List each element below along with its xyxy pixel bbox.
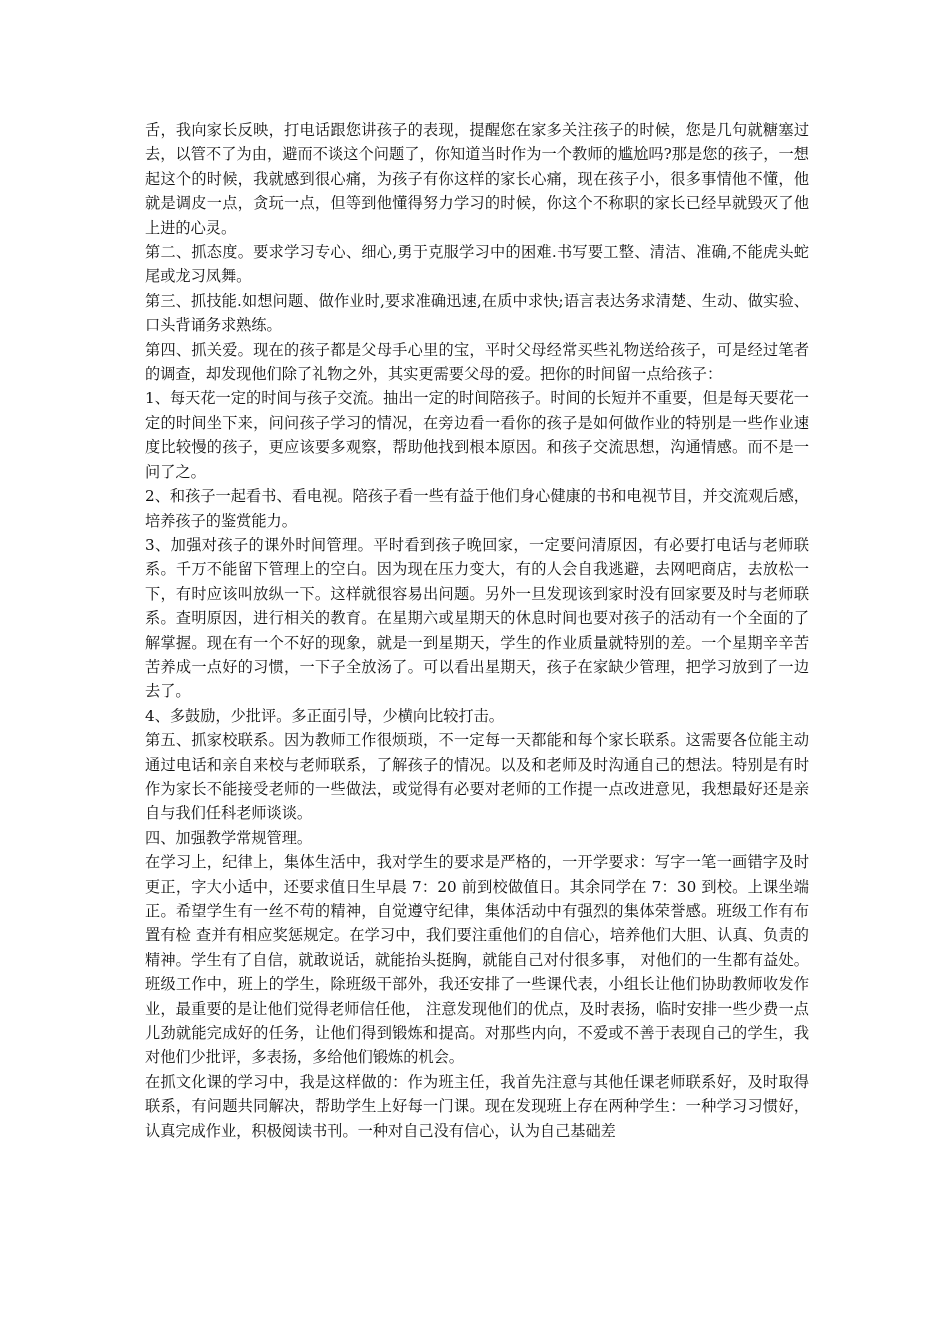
paragraph-cultural-courses: 在抓文化课的学习中，我是这样做的：作为班主任，我首先注意与其他任课老师联系好，及时取得联系，有问题共同解决，帮助学生上好每一门课。现在发现班上存在两种学生：一种学习习惯好，认真完成作业，积极阅读书刊。一种对自己没有信心，认为自己基础差 — [145, 1072, 809, 1140]
paragraph-home-school-contact: 第五、抓家校联系。因为教师工作很烦琐，不一定每一天都能和每个家长联系。这需要各位能主动通过电话和亲自来校与老师联系，了解孩子的情况。以及和老师及时沟通自己的想法。特别是有时作为家长不能接受老师的一些做法，或觉得有必要对老师的工作提一点改进意见，我想最好还是亲自与我们任科老师谈谈。 — [145, 731, 809, 823]
paragraph-skills: 第三、抓技能.如想问题、做作业时,要求准确迅速,在质中求快;语言表达务求清楚、生动、做实验、口头背诵务求熟练。 — [145, 291, 809, 335]
paragraph-parent-feedback: 舌，我向家长反映，打电话跟您讲孩子的表现，提醒您在家多关注孩子的时候，您是几句就糖塞过去，以管不了为由，避而不谈这个问题了，你知道当时作为一个教师的尴尬吗?那是您的孩子，一想起这个的时候，我就感到很心痛，为孩子有你这样的家长心痛，现在孩子小，很多事情他不懂，他就是调皮一点，贪玩一点，但等到他懂得努力学习的时候，你这个不称职的家长已经早就毁灭了他上进的心灵。 — [145, 121, 809, 237]
paragraph-discipline: 在学习上，纪律上，集体生活中，我对学生的要求是严格的，一开学要求：写字一笔一画错字及时更正，字大小适中，还要求值日生早晨 7：20 前到校做值日。其余同学在 7：30 到校。上课坐端正。希望学生有一丝不苟的精神，自觉遵守纪律，集体活动中有强烈的集体荣誉感。班级工作有布置有检 查并有相应奖惩规定。在学习中，我们要注重他们的自信心，培养他们大胆、认真、负责的精神。学生有了自信，就敢说话，就能抬头挺胸，就能自己对付很多事， 对他们的一生都有益处。班级工作中，班上的学生，除班级干部外，我还安排了一些课代表，小组长让他们协助教师收发作业，最重要的是让他们觉得老师信任他， 注意发现他们的优点，及时表扬，临时安排一些少费一点儿劲就能完成好的任务，让他们得到锻炼和提高。对那些内向，不爱或不善于表现自己的学生，我对他们少批评，多表扬，多给他们锻炼的机会。 — [145, 853, 809, 1067]
paragraph-time-management: 3、加强对孩子的课外时间管理。平时看到孩子晚回家，一定要问清原因，有必要打电话与老师联系。千万不能留下管理上的空白。因为现在压力变大，有的人会自我逃避，去网吧商店，去放松一下，有时应该叫放纵一下。这样就很容易出问题。另外一旦发现该到家时没有回家要及时与老师联系。查明原因，进行相关的教育。在星期六或星期天的休息时间也要对孩子的活动有一个全面的了解掌握。现在有一个不好的现象，就是一到星期天，学生的作业质量就特别的差。一个星期辛辛苦苦养成一点好的习惯，一下子全放汤了。可以看出星期天，孩子在家缺少管理，把学习放到了一边去了。 — [145, 535, 809, 701]
paragraph-daily-communication: 1、每天花一定的时间与孩子交流。抽出一定的时间陪孩子。时间的长短并不重要，但是每天要花一定的时间坐下来，问问孩子学习的情况，在旁边看一看你的孩子是如何做作业的特别是一些作业速度比较慢的孩子，更应该要多观察，帮助他找到根本原因。和孩子交流思想，沟通情感。而不是一问了之。 — [145, 389, 809, 481]
paragraph-attitude: 第二、抓态度。要求学习专心、细心,勇于克服学习中的困难.书写要工整、清洁、准确,不能虎头蛇尾或龙习凤舞。 — [145, 243, 809, 286]
paragraph-care: 第四、抓关爱。现在的孩子都是父母手心里的宝，平时父母经常买些礼物送给孩子，可是经过笔者的调查，却发现他们除了礼物之外，其实更需要父母的爱。把你的时间留一点给孩子： — [145, 340, 809, 384]
document-body — [145, 118, 809, 1143]
paragraph-encouragement: 4、多鼓励，少批评。多正面引导，少横向比较打击。 — [145, 706, 504, 725]
paragraph-reading-together: 2、和孩子一起看书、看电视。陪孩子看一些有益于他们身心健康的书和电视节目，并交流观后感，培养孩子的鉴赏能力。 — [145, 487, 809, 530]
section-heading-teaching-routine: 四、加强教学常规管理。 — [145, 828, 313, 847]
